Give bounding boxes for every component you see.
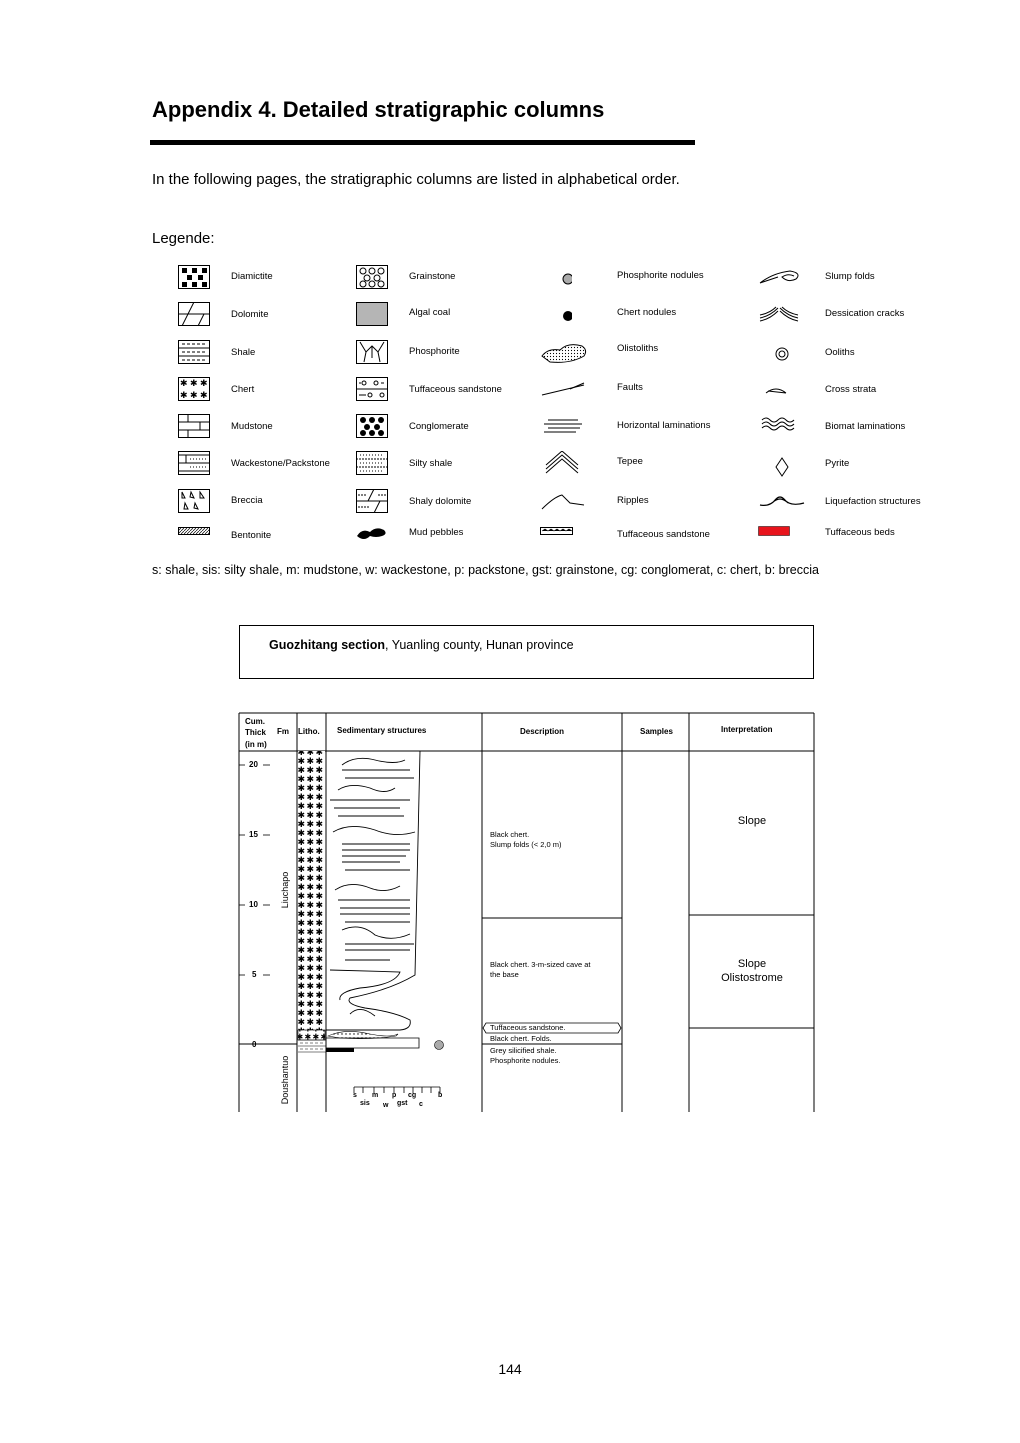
legend-label: Phosphorite — [409, 346, 460, 357]
legend-label: Ooliths — [825, 347, 855, 358]
legend-label: Grainstone — [409, 271, 456, 282]
svg-text:✱: ✱ — [190, 391, 198, 401]
section-location: , Yuanling county, Hunan province — [384, 638, 574, 652]
header-litho: Litho. — [298, 727, 320, 736]
description-base-1: Tuffaceous sandstone. — [490, 1023, 566, 1032]
header-interpretation: Interpretation — [721, 725, 773, 734]
slump-structures — [330, 758, 415, 1016]
legend-label: Dolomite — [231, 309, 269, 320]
description-base-4: Phosphorite nodules. — [490, 1056, 561, 1065]
legend-heading: Legende: — [152, 230, 215, 247]
phosphorite-nodule-icon — [435, 1041, 444, 1050]
legend-label: Ripples — [617, 495, 649, 506]
legend-label: Dessication cracks — [825, 308, 905, 319]
legend-label: Slump folds — [825, 271, 875, 282]
chert-lithology-base — [298, 1030, 325, 1040]
tick-20: 20 — [249, 760, 258, 769]
legend-label: Liquefaction structures — [825, 496, 921, 507]
header-description: Description — [520, 727, 565, 736]
grain-label-m: m — [372, 1092, 379, 1099]
grain-label-gst: gst — [397, 1100, 408, 1107]
legend-label: Faults — [617, 382, 643, 393]
header-fm: Fm — [277, 727, 289, 736]
grain-label-s: s — [353, 1092, 357, 1099]
header-sedimentary: Sedimentary structures — [337, 726, 427, 735]
description-base-3: Grey silicified shale. — [490, 1046, 557, 1055]
header-thick: Thick — [245, 728, 266, 737]
header-samples: Samples — [640, 727, 673, 736]
legend-label: Breccia — [231, 495, 263, 506]
description-base-2: Black chert. Folds. — [490, 1034, 552, 1043]
legend-label: Silty shale — [409, 458, 453, 469]
description-middle-2: the base — [490, 970, 519, 979]
grain-size-profile — [326, 751, 420, 1030]
tuff-bed-outline — [326, 1038, 419, 1048]
legend-label: Conglomerate — [409, 421, 469, 432]
legend-label: Biomat laminations — [825, 421, 906, 432]
tick-0: 0 — [252, 1040, 257, 1049]
intro-text: In the following pages, the stratigraphic columns are listed in alphabetical order. — [152, 171, 680, 188]
grain-label-sis: sis — [360, 1100, 370, 1107]
abbreviations-text: s: shale, sis: silty shale, m: mudstone, w: wackestone, p: packstone, gst: grainstone, cg: conglomerat, c: chert, b: breccia — [152, 563, 819, 577]
tick-10: 10 — [249, 900, 258, 909]
header-in-m: (in m) — [245, 740, 267, 749]
description-middle-1: Black chert. 3-m-sized cave at — [490, 960, 591, 969]
legend-label: Tepee — [617, 456, 643, 467]
interpretation-middle-1: Slope — [737, 958, 767, 970]
legend-label: Mud pebbles — [409, 527, 464, 538]
section-name: Guozhitang section — [269, 638, 385, 652]
legend-label: Shale — [231, 347, 256, 358]
grain-label-b: b — [438, 1092, 443, 1099]
legend-label: Bentonite — [231, 530, 272, 541]
interpretation-upper: Slope — [737, 815, 767, 827]
legend-label: Tuffaceous sandstone — [617, 529, 710, 540]
grain-size-scale — [354, 1087, 440, 1093]
thickness-ticks — [239, 765, 270, 975]
legend-label: Chert nodules — [617, 307, 677, 318]
header-cum: Cum. — [245, 717, 265, 726]
svg-text:✱: ✱ — [200, 379, 208, 389]
description-upper-2: Slump folds (< 2,0 m) — [490, 840, 562, 849]
silicified-shale-bed — [326, 1048, 354, 1052]
legend-label: Phosphorite nodules — [617, 270, 704, 281]
legend-label: Tuffaceous sandstone — [409, 384, 502, 395]
legend-label: Pyrite — [825, 458, 850, 469]
grain-label-p: p — [392, 1092, 397, 1099]
svg-text:✱: ✱ — [200, 391, 208, 401]
legend-label: Horizontal laminations — [617, 420, 711, 431]
grain-label-w: w — [383, 1102, 389, 1109]
formation-liuchapo: Liuchapo — [280, 871, 290, 909]
tick-5: 5 — [252, 970, 257, 979]
shale-lithology — [298, 1040, 326, 1052]
interpretation-middle-2: Olistostrome — [721, 972, 783, 984]
legend-label: Mudstone — [231, 421, 273, 432]
svg-text:✱: ✱ — [180, 379, 188, 389]
legend-label: Shaly dolomite — [409, 496, 472, 507]
page-title: Appendix 4. Detailed stratigraphic columns — [152, 97, 605, 122]
tick-15: 15 — [249, 830, 258, 839]
legend-label: Tuffaceous beds — [825, 527, 895, 538]
tuffaceous-lens — [328, 1031, 398, 1038]
formation-doushantuo: Doushantuo — [280, 1055, 290, 1105]
legend-label: Diamictite — [231, 271, 273, 282]
chert-lithology — [298, 751, 325, 1030]
grain-label-c: c — [419, 1101, 423, 1108]
legend-label: Cross strata — [825, 384, 877, 395]
legend-label: Wackestone/Packstone — [231, 458, 330, 469]
legend-label: Chert — [231, 384, 255, 395]
description-upper-1: Black chert. — [490, 830, 530, 839]
page-number: 144 — [498, 1361, 522, 1377]
svg-text:✱: ✱ — [180, 391, 188, 401]
legend-label: Olistoliths — [617, 343, 659, 354]
svg-text:✱: ✱ — [190, 379, 198, 389]
legend-label: Algal coal — [409, 307, 451, 318]
grain-label-cg: cg — [408, 1092, 417, 1099]
